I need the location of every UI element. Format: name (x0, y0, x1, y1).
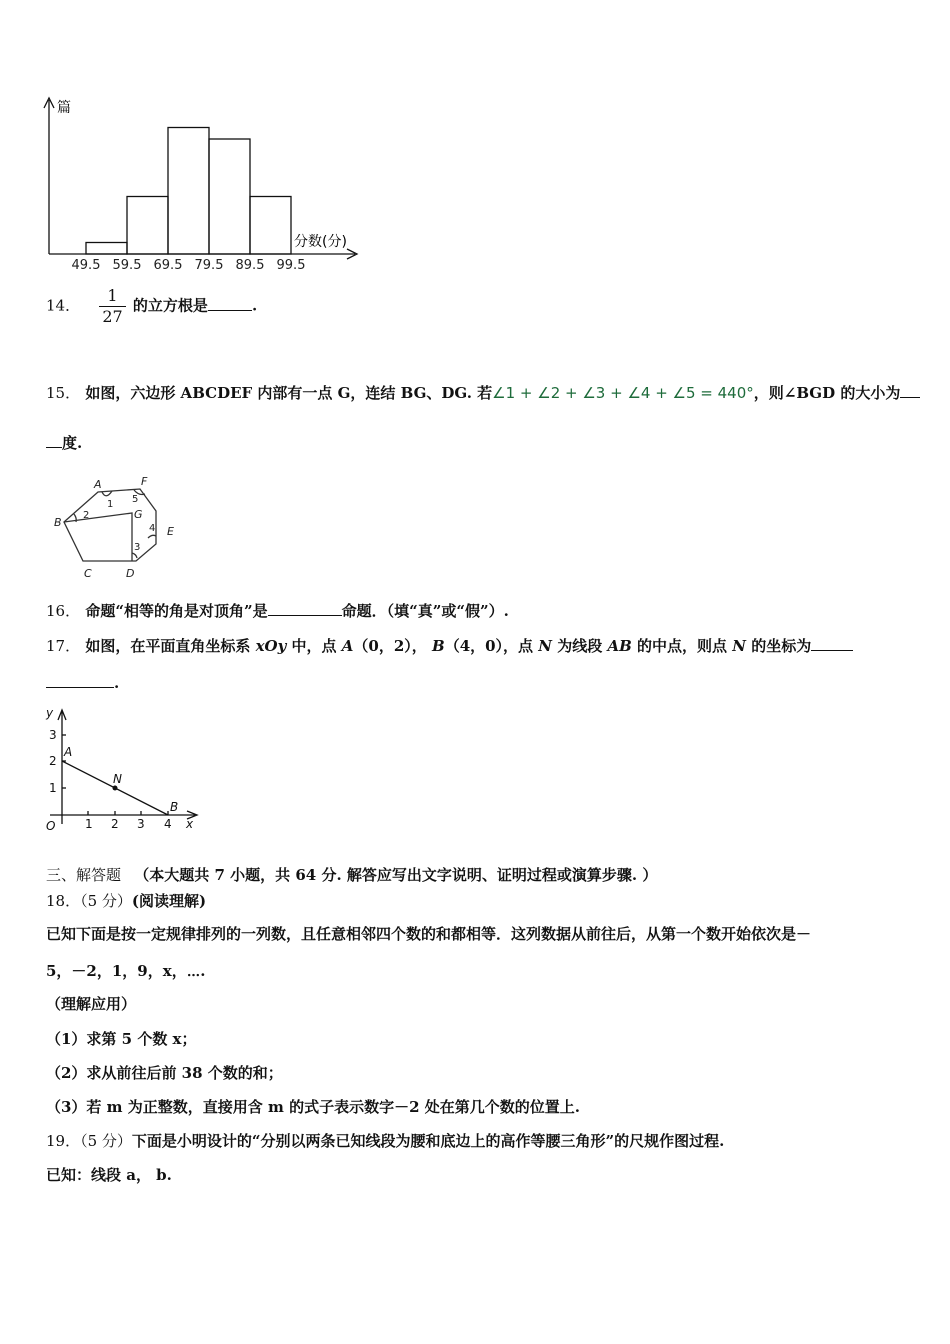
question-18-sub-3: （3）若 m 为正整数，直接用含 m 的式子表示数字－2 处在第几个数的位置上. (46, 1098, 580, 1116)
x-axis-label: 分数(分) (294, 234, 347, 250)
text-3: （0，2）， (353, 637, 432, 655)
question-18-application: （理解应用） (46, 995, 137, 1013)
label-4: 4 (149, 523, 156, 534)
question-18-para-2: 5，－2，1，9，x，⋯. (46, 962, 206, 980)
text-1: 如图，在平面直角坐标系 (85, 637, 256, 655)
histogram-bar (168, 128, 209, 255)
question-text: 的立方根是 (132, 296, 208, 315)
question-14 (46, 286, 257, 327)
question-text-b: 命题．（填“真”或“假”）. (341, 602, 509, 620)
question-text-b: ，则∠BGD 的大小为 (753, 384, 901, 402)
histogram-bar (250, 197, 291, 255)
question-16 (46, 600, 509, 621)
angle-mark-4 (148, 535, 156, 538)
question-number: 14． (46, 296, 81, 315)
question-text-a: 如图，六边形 ABCDEF 内部有一点 G，连结 BG、DG. 若 (85, 384, 493, 402)
question-17-cont (46, 673, 119, 692)
label-5: 5 (132, 494, 139, 505)
question-15-cont (46, 432, 82, 453)
question-end: . (114, 674, 120, 692)
histogram-bar (209, 139, 250, 254)
question-18-sub-1: （1）求第 5 个数 x； (46, 1030, 197, 1048)
segment-bg-dg (64, 513, 132, 561)
text-6: 的中点，则点 (631, 637, 733, 655)
angle-equation: ∠1 + ∠2 + ∠3 + ∠4 + ∠5 = 440° (492, 384, 754, 402)
label-1: 1 (107, 499, 114, 510)
question-score: （5 分） (80, 892, 132, 910)
histogram-bar (86, 243, 127, 255)
section-3-header (46, 864, 657, 885)
segment-ab-label: AB (607, 637, 632, 655)
histogram-tick-labels (72, 258, 306, 273)
angle-mark-3 (132, 553, 137, 558)
histogram-tick-label: 79.5 (194, 258, 224, 273)
x-axis-label: x (186, 817, 194, 831)
y-axis-label: 篇 (57, 100, 71, 116)
text-4: （4，0），点 (444, 637, 539, 655)
label-d: D (126, 567, 135, 580)
label-f: F (141, 475, 148, 488)
question-17 (46, 635, 853, 656)
question-score: （5 分） (80, 1132, 132, 1150)
question-19 (46, 1130, 724, 1151)
histogram-chart (40, 92, 370, 282)
question-number: 16． (46, 602, 81, 620)
histogram-bar (127, 197, 168, 255)
x-tick-label-2: 2 (111, 817, 119, 831)
text-2: 中，点 (286, 637, 342, 655)
y-tick-label-3: 3 (49, 728, 57, 742)
fraction-denominator: 27 (102, 307, 123, 326)
origin-label: O (46, 819, 56, 833)
section-note: （本大题共 7 小题，共 64 分. 解答应写出文字说明、证明过程或演算步骤. ） (134, 866, 658, 884)
question-15 (46, 382, 920, 403)
label-c: C (84, 567, 92, 580)
question-number: 17． (46, 637, 81, 655)
histogram-tick-label: 59.5 (112, 258, 142, 273)
label-b: B (54, 516, 62, 529)
y-axis-label: y (46, 706, 54, 720)
hexagon-figure (50, 470, 190, 585)
histogram-tick-label: 89.5 (235, 258, 265, 273)
histogram-tick-label: 69.5 (153, 258, 183, 273)
fraction (99, 286, 125, 327)
y-tick-label-2: 2 (49, 754, 57, 768)
point-n-label: N (538, 637, 553, 655)
coord-system-name: xOy (255, 637, 287, 655)
label-g: G (134, 508, 143, 521)
answer-blank (268, 601, 342, 616)
point-n-label: N (113, 772, 122, 786)
fraction-numerator: 1 (99, 286, 125, 307)
question-text: 下面是小明设计的“分别以两条已知线段为腰和底边上的高作等腰三角形”的尺规作图过程. (131, 1132, 725, 1150)
text-5: 为线段 (552, 637, 608, 655)
question-tag: (阅读理解) (131, 892, 207, 910)
answer-blank (208, 296, 252, 311)
x-tick-label-4: 4 (164, 817, 172, 831)
point-b-label: B (432, 637, 445, 655)
label-3: 3 (134, 542, 141, 553)
question-18-para-1: 已知下面是按一定规律排列的一列数，且任意相邻四个数的和都相等．这列数据从前往后，从第一个数开始依次是－ (46, 925, 812, 943)
x-tick-label-3: 3 (137, 817, 145, 831)
point-a-label: A (64, 745, 73, 759)
label-2: 2 (83, 510, 90, 521)
text-7: 的坐标为 (745, 637, 812, 655)
section-title: 三、解答题 (46, 866, 122, 884)
answer-blank (900, 383, 920, 398)
answer-blank (811, 636, 853, 651)
question-text-c: 度. (62, 434, 83, 452)
histogram-bars (86, 128, 291, 255)
question-end: . (251, 296, 258, 315)
histogram-tick-label: 99.5 (276, 258, 306, 273)
coordinate-figure (40, 700, 210, 840)
question-number: 18． (46, 892, 81, 910)
point-b-label: B (170, 800, 179, 814)
question-text-a: 命题“相等的角是对顶角”是 (85, 602, 268, 620)
point-n-label-2: N (732, 637, 746, 655)
label-e: E (167, 525, 174, 538)
answer-blank-cont (46, 673, 114, 688)
label-a: A (94, 478, 102, 491)
x-tick-label-1: 1 (85, 817, 93, 831)
y-tick-label-1: 1 (49, 781, 57, 795)
question-number: 19． (46, 1132, 81, 1150)
question-18-header (46, 890, 206, 911)
question-number: 15． (46, 384, 81, 402)
question-19-given: 已知：线段 a， b. (46, 1166, 172, 1184)
question-18-sub-2: （2）求从前往后前 38 个数的和； (46, 1064, 283, 1082)
point-n (113, 786, 118, 791)
histogram-tick-label: 49.5 (71, 258, 101, 273)
point-a-label: A (341, 637, 354, 655)
answer-blank-cont (46, 433, 62, 448)
